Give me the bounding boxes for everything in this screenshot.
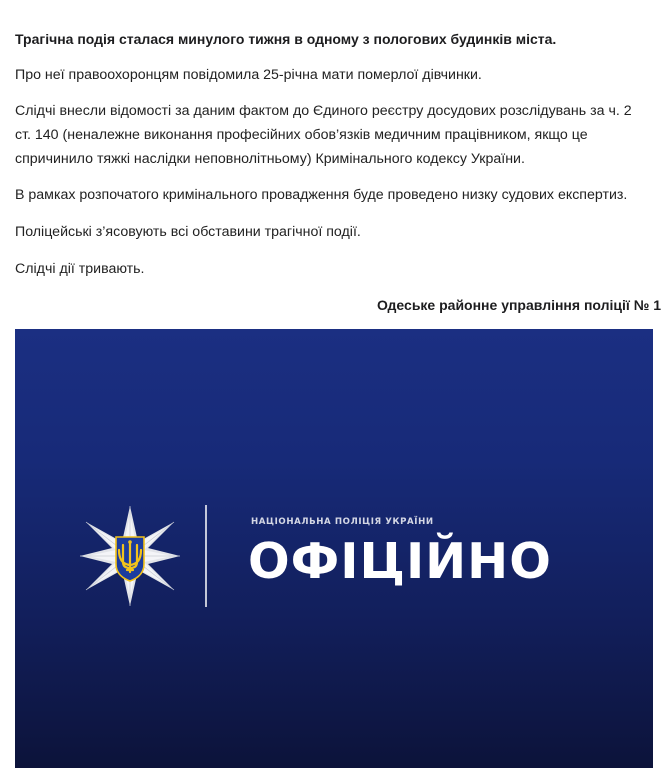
article-paragraph: Слідчі дії тривають.: [15, 261, 145, 277]
police-star-trident-emblem-icon: [78, 504, 182, 608]
article-paragraph: Поліцейські з’ясовують всі обставини трагічної події.: [15, 224, 361, 240]
article-paragraph: Слідчі внесли відомості за даним фактом до Єдиного реєстру досудових розслідувань за ч. 2 ст. 140 (неналежне виконання професійних обов’язків медичним працівником, якщо це спричинило тяжкі наслідки неповнолітньому) Кримінального кодексу України.: [15, 103, 632, 167]
banner-divider: [205, 505, 207, 607]
banner-org-name: НАЦІОНАЛЬНА ПОЛІЦІЯ УКРАЇНИ: [251, 517, 434, 527]
article-signature: Одеське районне управління поліції № 1: [377, 297, 661, 313]
official-banner-image: [15, 329, 653, 768]
article-lead: Трагічна подія сталася минулого тижня в одному з пологових будинків міста.: [15, 31, 557, 47]
article-paragraph: Про неї правоохоронцям повідомила 25-річна мати померлої дівчинки.: [15, 67, 482, 83]
banner-headline: ОФІЦІЙНО: [248, 533, 552, 590]
article-paragraph: В рамках розпочатого кримінального провадження буде проведено низку судових експертиз.: [15, 187, 628, 203]
